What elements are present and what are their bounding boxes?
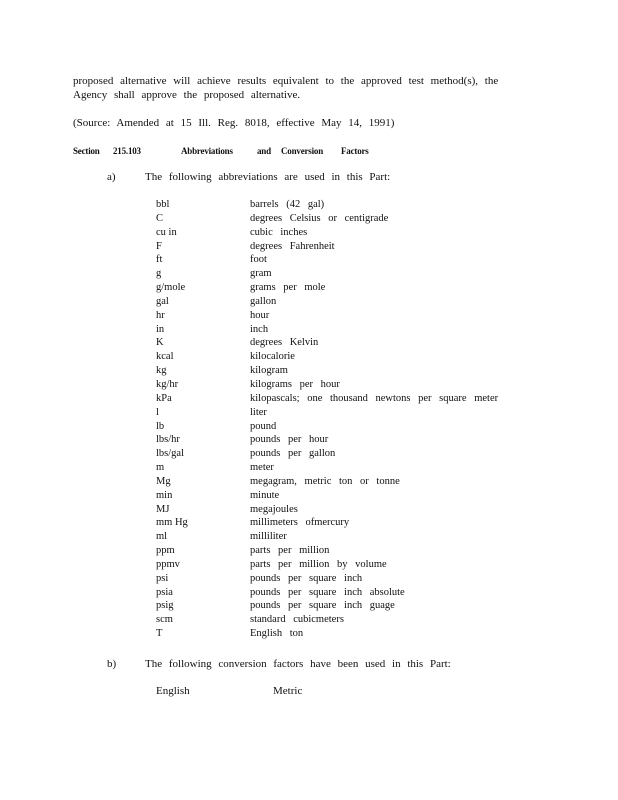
abbreviation-row — [156, 212, 556, 226]
abbreviation-row — [156, 558, 556, 572]
source-note: (Source: Amended at 15 Ill. Reg. 8018, effective May 14, 1991) — [73, 117, 395, 129]
abbreviation-row — [156, 226, 556, 240]
abbreviation-meaning: parts per million — [250, 545, 330, 557]
abbreviation-meaning: pound — [250, 420, 277, 432]
abbreviation-meaning: gallon — [250, 295, 277, 307]
abbreviation-term: Mg — [156, 475, 171, 487]
abbreviation-row — [156, 475, 556, 489]
abbreviation-term: kg/hr — [156, 378, 179, 390]
abbreviation-row — [156, 240, 556, 254]
abbreviation-meaning: pounds per square inch — [250, 572, 363, 584]
abbreviation-meaning: kilogram — [250, 365, 288, 377]
abbreviation-term: psi — [156, 572, 169, 584]
abbreviation-row — [156, 489, 556, 503]
abbreviation-row — [156, 433, 556, 447]
abbreviation-row — [156, 503, 556, 517]
abbreviation-term: lbs/gal — [156, 448, 184, 460]
abbreviation-meaning: minute — [250, 489, 280, 501]
abbreviation-term: g — [156, 268, 162, 280]
abbreviation-term: psia — [156, 586, 173, 598]
abbreviation-meaning: cubic inches — [250, 226, 308, 238]
part-b-text: The following conversion factors have been used in this Part: — [145, 658, 451, 670]
abbreviation-row — [156, 295, 556, 309]
abbreviation-term: kcal — [156, 351, 174, 363]
abbreviation-term: l — [156, 406, 159, 418]
abbreviation-meaning: kilograms per hour — [250, 378, 340, 390]
abbreviation-meaning: degrees Fahrenheit — [250, 240, 335, 252]
abbreviation-row — [156, 516, 556, 530]
abbreviation-term: cu in — [156, 226, 177, 238]
abbreviation-meaning: kilocalorie — [250, 351, 295, 363]
abbreviation-row — [156, 420, 556, 434]
abbreviation-term: ppmv — [156, 558, 180, 570]
abbreviation-term: g/mole — [156, 282, 186, 294]
abbreviation-term: C — [156, 212, 164, 224]
section-label: Section — [73, 146, 100, 156]
abbreviation-row — [156, 281, 556, 295]
abbreviation-term: lb — [156, 420, 165, 432]
abbreviation-row — [156, 309, 556, 323]
abbreviation-meaning: kilopascals; one thousand newtons per square meter — [250, 392, 499, 404]
paragraph-line-1: proposed alternative will achieve results equivalent to the approved test method(s), the — [73, 75, 499, 87]
abbreviation-meaning: hour — [250, 309, 270, 321]
abbreviation-term: bbl — [156, 199, 170, 210]
abbreviation-row — [156, 267, 556, 281]
section-title-word-4: Factors — [341, 146, 369, 156]
abbreviation-meaning: pounds per gallon — [250, 448, 336, 460]
abbreviation-meaning: liter — [250, 406, 267, 418]
abbreviation-list — [156, 198, 556, 641]
abbreviation-row — [156, 378, 556, 392]
abbreviation-meaning: megajoules — [250, 503, 298, 515]
abbreviation-meaning: grams per mole — [250, 282, 326, 294]
abbreviation-term: scm — [156, 614, 173, 626]
abbreviation-term: hr — [156, 309, 165, 321]
abbreviation-term: K — [156, 337, 164, 349]
abbreviation-meaning: pounds per square inch absolute — [250, 586, 405, 598]
abbreviation-meaning: meter — [250, 462, 274, 474]
abbreviation-term: F — [156, 240, 162, 252]
abbreviation-term: gal — [156, 295, 169, 307]
abbreviation-row — [156, 530, 556, 544]
abbreviation-meaning: pounds per hour — [250, 434, 329, 446]
abbreviation-term: ml — [156, 531, 168, 543]
abbreviation-term: T — [156, 628, 163, 640]
part-b-marker: b) — [107, 658, 117, 670]
abbreviation-meaning: megagram, metric ton or tonne — [250, 475, 400, 487]
abbreviation-meaning: foot — [250, 254, 267, 266]
abbreviation-meaning: gram — [250, 268, 272, 280]
abbreviation-meaning: milliliter — [250, 531, 287, 543]
abbreviation-meaning: English ton — [250, 628, 304, 640]
abbreviation-row — [156, 198, 556, 212]
abbreviation-row — [156, 392, 556, 406]
abbreviation-term: min — [156, 489, 173, 501]
abbreviation-term: ppm — [156, 545, 175, 557]
abbreviation-row — [156, 323, 556, 337]
column-header-metric: Metric — [273, 685, 303, 697]
abbreviation-meaning: degrees Kelvin — [250, 337, 319, 349]
abbreviation-term: lbs/hr — [156, 434, 180, 446]
abbreviation-row — [156, 627, 556, 641]
abbreviation-term: mm Hg — [156, 517, 188, 529]
abbreviation-meaning: degrees Celsius or centigrade — [250, 212, 389, 224]
abbreviation-term: m — [156, 462, 165, 474]
section-title-word-3: Conversion — [281, 146, 324, 156]
abbreviation-term: in — [156, 323, 165, 335]
abbreviation-row — [156, 599, 556, 613]
abbreviation-meaning: pounds per square inch guage — [250, 600, 395, 612]
abbreviation-row — [156, 447, 556, 461]
abbreviation-term: kPa — [156, 392, 172, 404]
part-a-text: The following abbreviations are used in this Part: — [145, 171, 391, 183]
abbreviation-row — [156, 572, 556, 586]
abbreviation-row — [156, 461, 556, 475]
section-title-word-2: and — [257, 146, 271, 156]
column-header-english: English — [156, 685, 190, 697]
abbreviation-row — [156, 364, 556, 378]
abbreviation-meaning: inch — [250, 323, 269, 335]
abbreviation-row — [156, 586, 556, 600]
abbreviation-row — [156, 544, 556, 558]
abbreviation-term: kg — [156, 365, 167, 377]
abbreviation-row — [156, 406, 556, 420]
paragraph-line-2: Agency shall approve the proposed alternative. — [73, 89, 301, 101]
abbreviation-row — [156, 253, 556, 267]
section-title-word-1: Abbreviations — [181, 146, 233, 156]
abbreviation-term: ft — [156, 254, 163, 266]
abbreviation-row — [156, 613, 556, 627]
abbreviation-row — [156, 350, 556, 364]
part-a-marker: a) — [107, 171, 116, 183]
abbreviation-row — [156, 336, 556, 350]
abbreviation-meaning: barrels (42 gal) — [250, 199, 325, 210]
abbreviation-term: MJ — [156, 503, 170, 515]
abbreviation-meaning: standard cubicmeters — [250, 614, 344, 626]
section-number: 215.103 — [113, 146, 141, 156]
abbreviation-meaning: parts per million by volume — [250, 558, 387, 570]
abbreviation-term: psig — [156, 600, 174, 612]
abbreviation-meaning: millimeters ofmercury — [250, 517, 350, 529]
